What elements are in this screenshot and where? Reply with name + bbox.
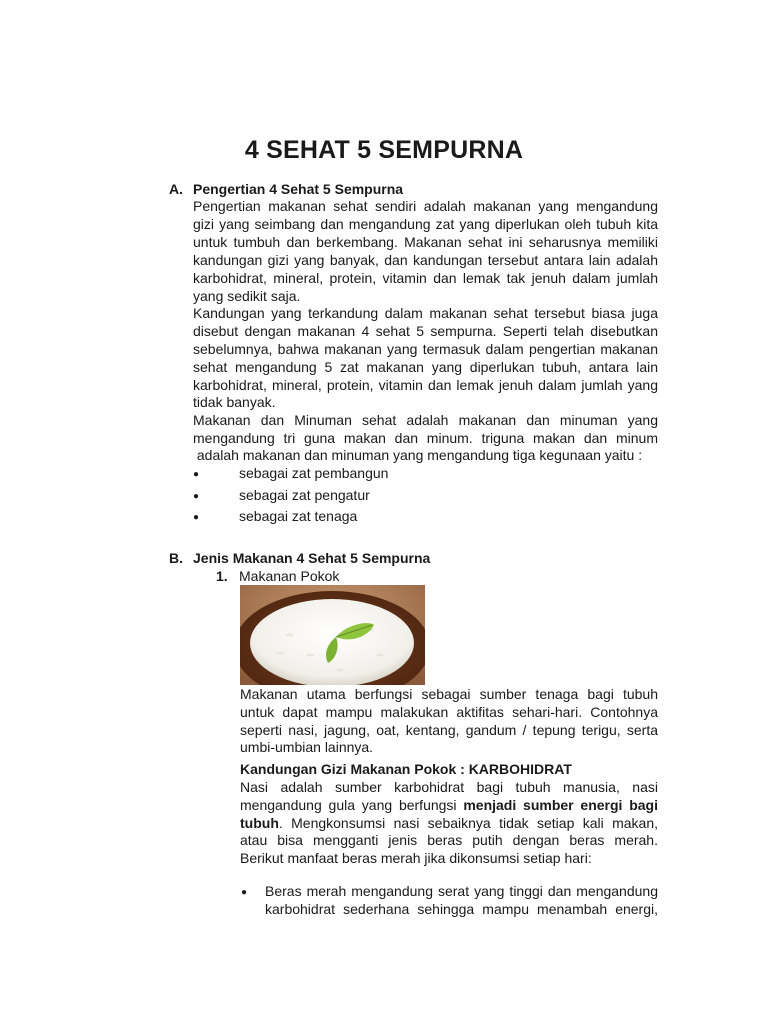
text-line: mengandung tri guna makan dan minum. triguna makan dan minum (193, 430, 658, 446)
bold-text: tubuh (240, 815, 279, 831)
text-line: yang sedikit saja. (193, 288, 301, 304)
list-item: sebagai zat pembangun (239, 465, 389, 481)
text-line: Beras merah mengandung serat yang tinggi dan mengandung (265, 883, 658, 899)
text-line: karbohidrat, mineral, protein, vitamin dan lemak tak jenuh dalam jumlah (193, 270, 658, 286)
text-line: karbohidrat, mineral, protein, vitamin dan lemak jenuh dalam jumlah yang (193, 377, 658, 393)
text-line: kandungan gizi yang banyak, dan kandungan tersebut antara lain adalah (193, 252, 658, 268)
section-a-heading: Pengertian 4 Sehat 5 Sempurna (193, 181, 404, 197)
text-line: tidak banyak. (193, 394, 276, 410)
rice-bowl-image (240, 585, 425, 685)
text-line: atau bisa mengganti jenis beras putih dengan beras merah. (240, 832, 658, 848)
bullet-icon: ● (241, 887, 248, 898)
text-line: Berikut manfaat beras merah jika dikonsumsi setiap hari: (240, 850, 592, 866)
list-item: sebagai zat tenaga (239, 508, 358, 524)
text-line: disebut dengan makanan 4 sehat 5 sempurna. Seperti telah disebutkan (193, 323, 658, 339)
text-span: . Mengkonsumsi nasi sebaiknya tidak setiap kali makan, (278, 815, 658, 831)
rice-bowl-illustration (240, 585, 425, 685)
section-b-letter: B. (169, 550, 183, 566)
text-line: umbi-umbian lainnya. (240, 739, 374, 755)
text-line: Nasi adalah sumber karbohidrat bagi tubuh manusia, nasi (240, 779, 658, 795)
text-line (240, 815, 658, 832)
page-title: 4 SEHAT 5 SEMPURNA (244, 136, 524, 164)
section-a-letter: A. (169, 181, 183, 197)
bullet-icon: ● (193, 469, 200, 480)
text-line: untuk dapat mampu malakukan aktifitas sehari-hari. Contohnya (240, 704, 658, 720)
text-line: sebelumnya, bahwa makanan yang termasuk dalam pengertian makanan (193, 341, 658, 357)
kandungan-gizi-heading: Kandungan Gizi Makanan Pokok : KARBOHIDRAT (240, 761, 572, 777)
item-title: Makanan Pokok (239, 568, 340, 584)
text-line: untuk tumbuh dan berkembang. Makanan sehat ini seharusnya memiliki (193, 234, 658, 250)
text-line: sehat mengandung 5 zat makanan yang diperlukan tubuh, antara lain (193, 359, 658, 375)
text-line: gizi yang seimbang dan mengandung zat yang diperlukan oleh tubuh kita (193, 216, 658, 232)
bold-text: menjadi sumber energi bagi (463, 797, 658, 813)
text-line: adalah makanan dan minuman yang mengandung tiga kegunaan yaitu : (193, 447, 643, 463)
bullet-icon: ● (193, 512, 200, 523)
text-line (240, 797, 658, 814)
text-line: karbohidrat sederhana sehingga mampu menambah energi, (265, 901, 658, 917)
text-line: Makanan dan Minuman sehat adalah makanan dan minuman yang (193, 412, 658, 428)
text-line: Pengertian makanan sehat sendiri adalah makanan yang mengandung (193, 198, 658, 214)
section-b-heading: Jenis Makanan 4 Sehat 5 Sempurna (193, 550, 431, 566)
bullet-icon: ● (193, 491, 200, 502)
item-number: 1. (216, 568, 228, 584)
list-item: sebagai zat pengatur (239, 487, 370, 503)
text-span: mengandung gula yang berfungsi (240, 797, 464, 813)
text-line: Kandungan yang terkandung dalam makanan sehat tersebut biasa juga (193, 305, 658, 321)
text-line: seperti nasi, jagung, oat, kentang, gandum / tepung terigu, serta (240, 722, 658, 738)
text-line: Makanan utama berfungsi sebagai sumber tenaga bagi tubuh (240, 686, 658, 702)
